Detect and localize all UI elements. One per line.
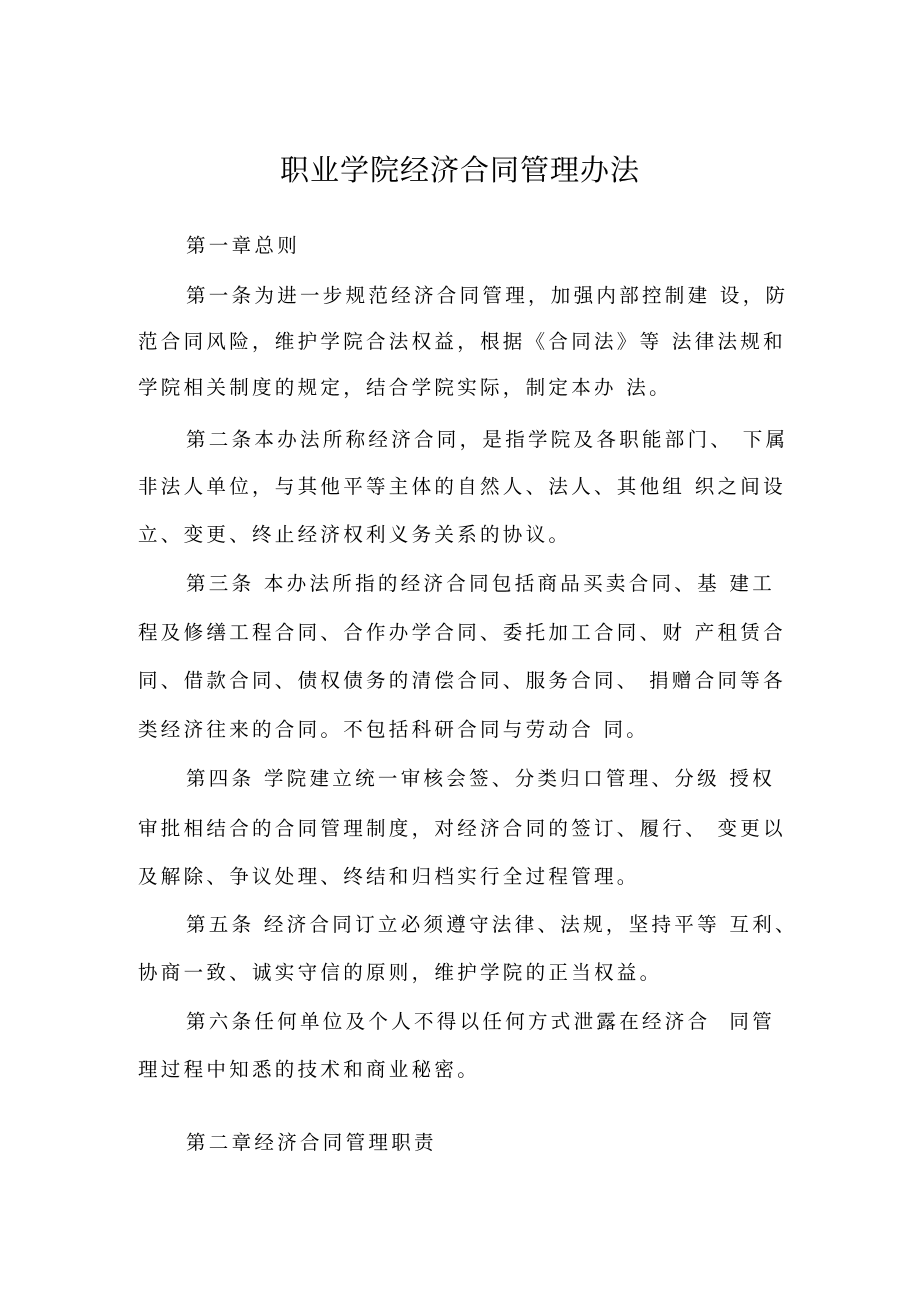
article-5-line-1: 第五条 经济合同订立必须遵守法律、法规，坚持平等 互利、	[186, 913, 798, 936]
article-6-line-1: 第六条任何单位及个人不得以任何方式泄露在经济合 同管	[186, 1010, 775, 1033]
chapter-heading-2: 第二章经济合同管理职责	[186, 1131, 437, 1154]
article-3-line-3: 同、借款合同、债权债务的清偿合同、服务合同、 捐赠合同等各	[138, 669, 786, 692]
article-4-line-1: 第四条 学院建立统一审核会签、分类归口管理、分级 授权	[186, 767, 775, 790]
article-5-line-2: 协商一致、诚实守信的原则，维护学院的正当权益。	[138, 961, 663, 984]
article-1-line-3: 学院相关制度的规定，结合学院实际，制定本办 法。	[138, 376, 672, 399]
article-6-line-2: 理过程中知悉的技术和商业秘密。	[138, 1058, 481, 1081]
article-3-line-2: 程及修缮工程合同、合作办学合同、委托加工合同、财 产租赁合	[138, 621, 786, 644]
article-1-line-1: 第一条为进一步规范经济合同管理，加强内部控制建 设，防	[186, 284, 789, 307]
article-1-line-2: 范合同风险，维护学院合法权益，根据《合同法》等 法律法规和	[138, 330, 786, 353]
article-2-line-3: 立、变更、终止经济权利义务关系的协议。	[138, 523, 572, 546]
chapter-heading-1: 第一章总则	[186, 234, 301, 257]
document-title: 职业学院经济合同管理办法	[279, 153, 640, 187]
article-3-line-4: 类经济往来的合同。不包括科研合同与劳动合 同。	[138, 718, 650, 741]
article-3-line-1: 第三条 本办法所指的经济合同包括商品买卖合同、基 建工	[186, 572, 775, 595]
article-4-line-2: 审批相结合的合同管理制度，对经济合同的签订、履行、 变更以	[138, 817, 786, 840]
article-4-line-3: 及解除、争议处理、终结和归档实行全过程管理。	[138, 865, 640, 888]
article-2-line-2: 非法人单位，与其他平等主体的自然人、法人、其他组 织之间设	[138, 475, 786, 498]
article-2-line-1: 第二条本办法所称经济合同，是指学院及各职能部门、 下属	[186, 428, 789, 451]
